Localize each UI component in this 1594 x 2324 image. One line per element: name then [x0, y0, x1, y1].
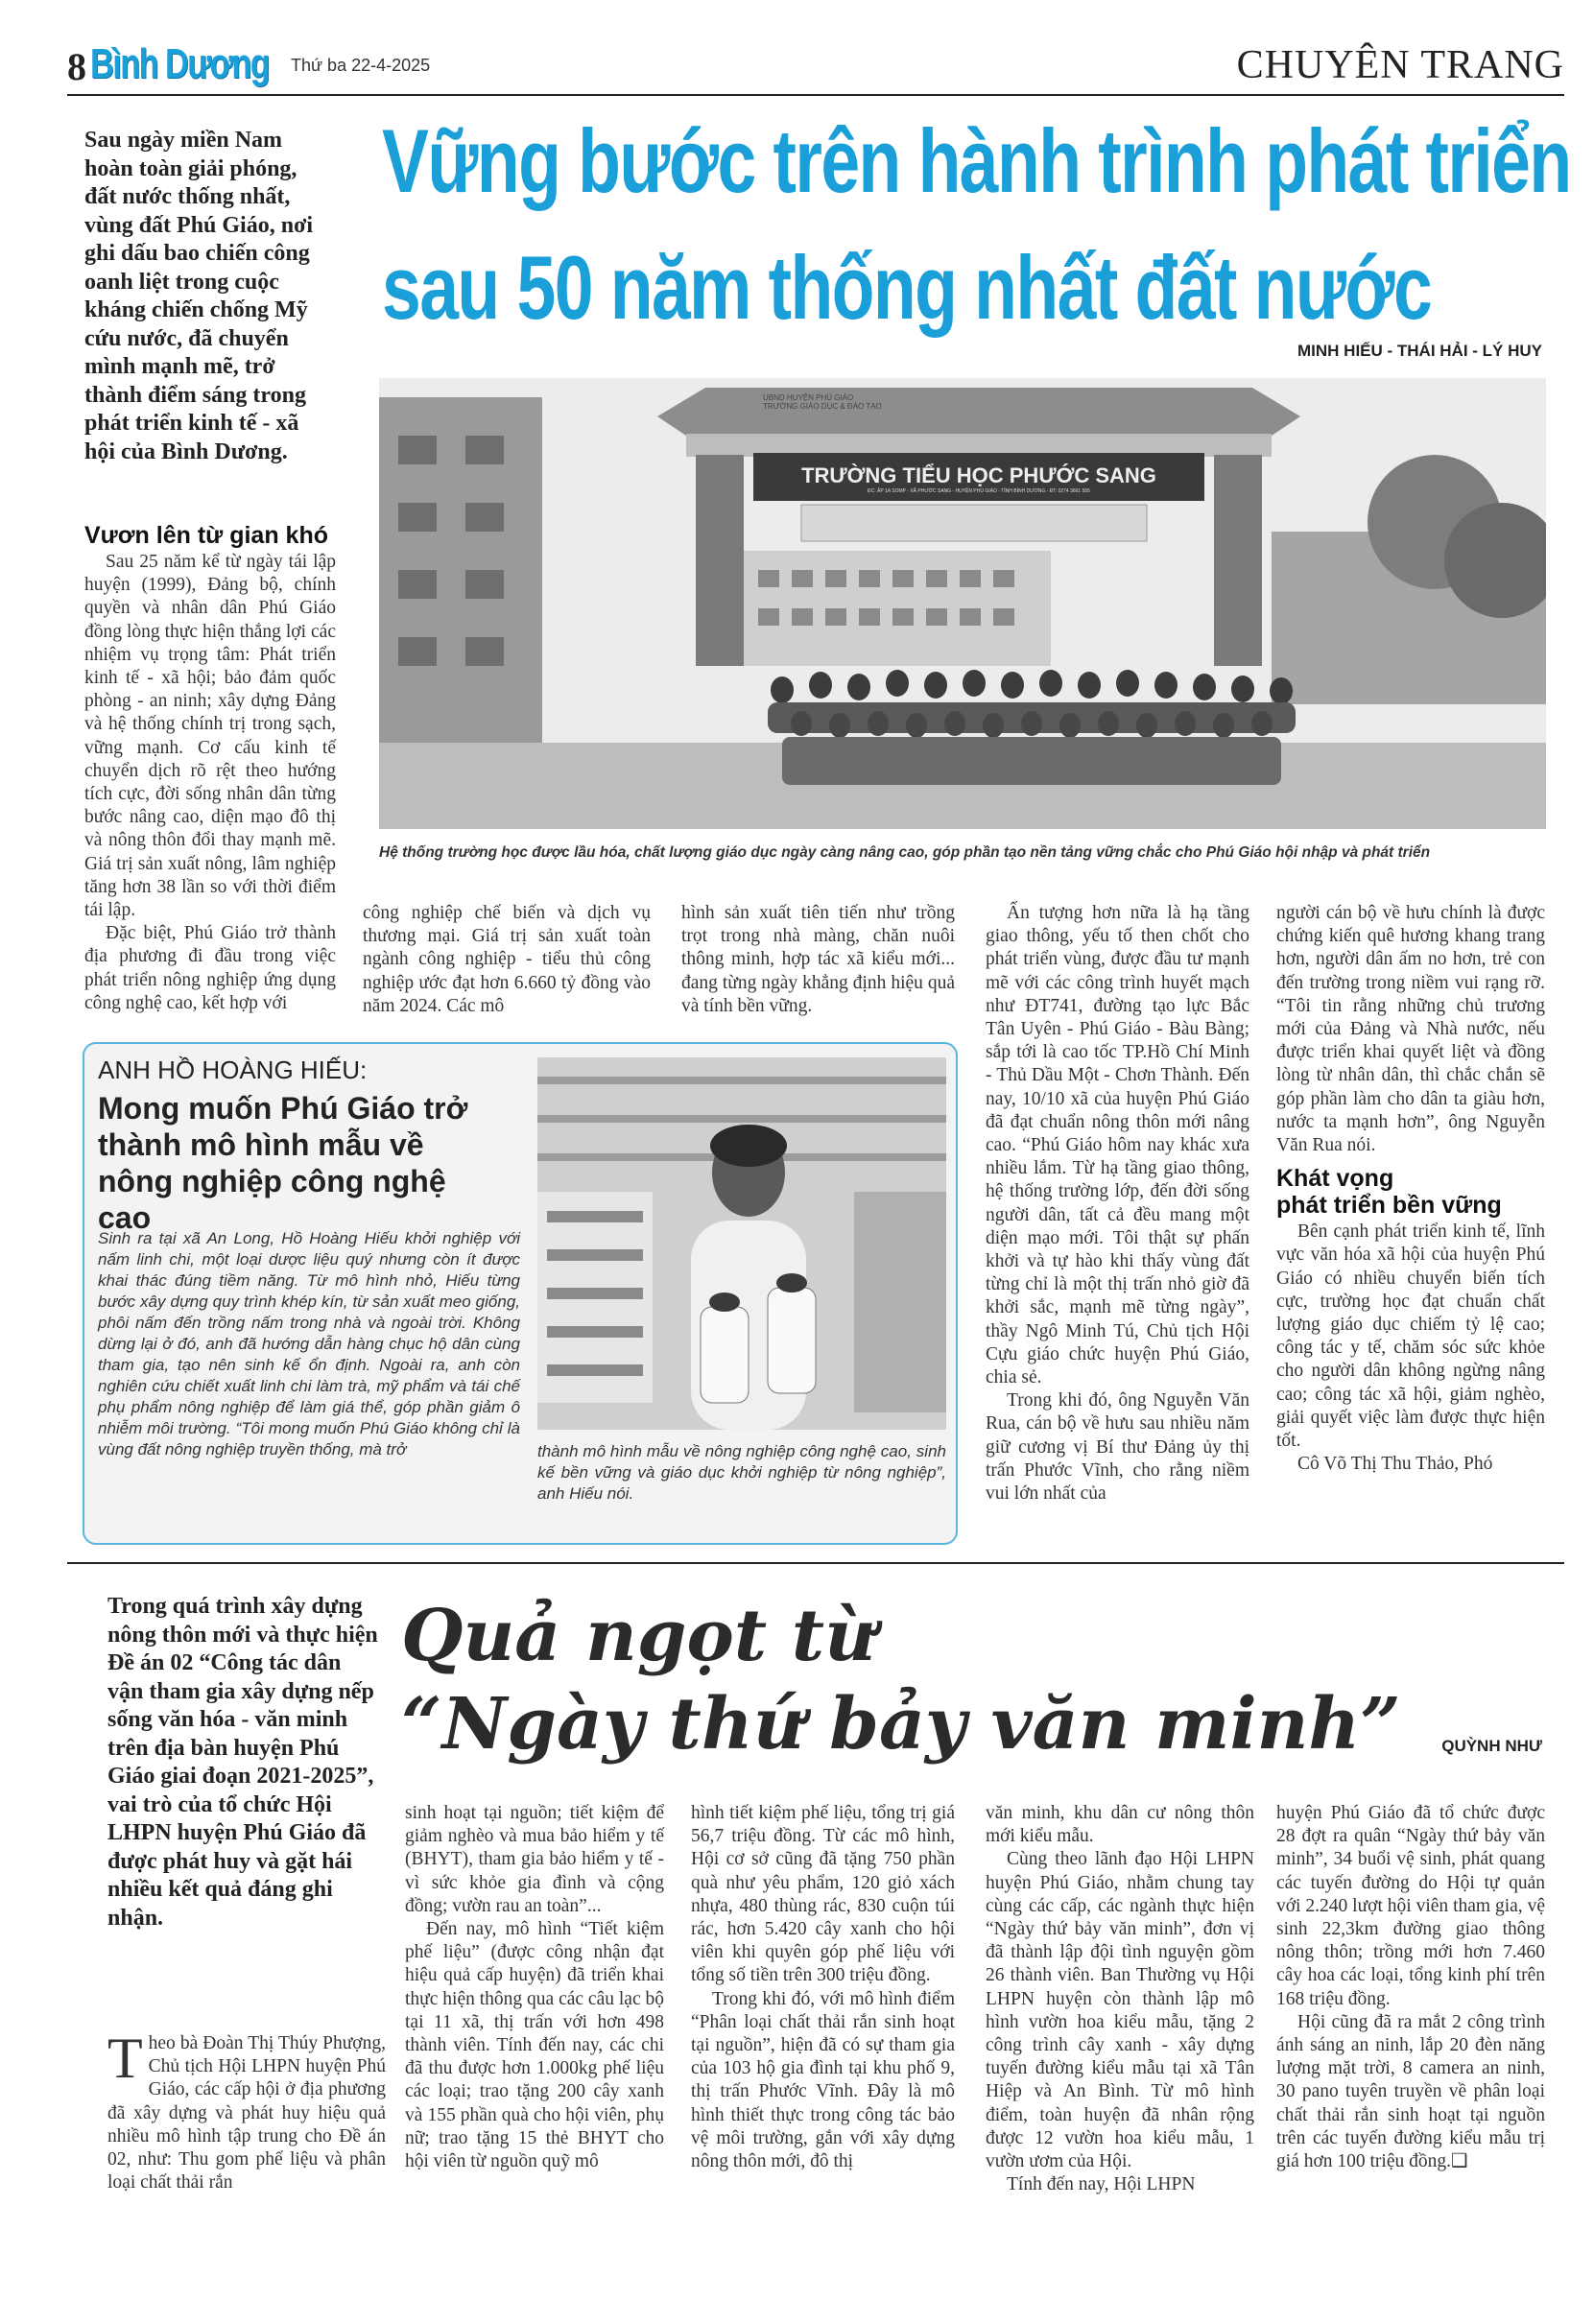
article2-column-1: [107, 2027, 386, 2194]
article1-column-2: [363, 902, 651, 1018]
article2-byline: QUỲNH NHƯ: [1441, 1737, 1542, 1755]
article2-col4-p1: văn minh, khu dân cư nông thôn mới kiểu mẫu.: [986, 1803, 1254, 1847]
page-number: 8: [67, 45, 86, 88]
article1-lede: Sau ngày miền Nam hoàn toàn giải phóng, đất nước thống nhất, vùng đất Phú Giáo, nơi ghi dấu bao chiến công oanh liệt trong cuộc kháng chiến chống Mỹ cứu nước, đã chuyển mình mạnh mẽ, trở thành điểm sáng trong phát triển kinh tế - xã hội của Bình Dương.: [84, 128, 314, 464]
article2-col2-p2: Đến nay, mô hình “Tiết kiệm phế liệu” (được công nhận đạt hiệu quả cấp huyện) đã triển khai thực hiện thông qua các câu lạc bộ tại 11 xã, thị trấn với hơn 498 thành viên. Tính đến nay, các chi đã thu được hơn 1.000kg phế liệu các loại; trao tặng 200 cây xanh và 155 phần quà cho hội viên, phụ nữ; trao tặng 15 thẻ BHYT cho hội viên từ nguồn quỹ mô: [405, 1919, 664, 2172]
subhead-khat-vong: [1276, 1165, 1545, 1219]
article2-col5-p2-text: Hội cũng đã ra mắt 2 công trình ánh sáng an ninh, lắp 20 đèn năng lượng mặt trời, 8 camera an ninh, 30 pano tuyên truyền về phân loại chất thải rắn sinh hoạt tại nguồn trên các tuyến đường kiểu mẫu trị giá hơn 100 triệu đồng.: [1276, 2011, 1545, 2172]
article2-col5-p1: huyện Phú Giáo đã tổ chức được 28 đợt ra quân “Ngày thứ bảy văn minh”, 34 buổi vệ sinh, phát quang các tuyến đường do Hội tự quản với 2.240 lượt hội viên tham gia, vệ sinh 22,3km đường giao thông nông thôn; trồng mới hơn 7.460 cây hoa các loại, tổng kinh phí trên 168 triệu đồng.: [1276, 1803, 1545, 2009]
subhead-khat-vong-line1: Khát vọng: [1276, 1165, 1394, 1193]
sidebar-body: Sinh ra tại xã An Long, Hồ Hoàng Hiếu khởi nghiệp với nấm linh chi, một loại dược liệu quý nhưng còn ít được khai thác đúng tiềm năng. Từ mô hình nhỏ, Hiếu từng bước xây dựng quy trình khép kín, từ sản xuất meo giống, phôi nấm đến trồng nấm trong nhà và ngoài trời. Không dừng lại ở đó, anh đã hướng dẫn hàng chục hộ dân cùng tham gia, tạo nên sinh kế ổn định. Ngoài ra, anh còn nghiên cứu chiết xuất linh chi làm trà, mỹ phẩm và tái chế phụ phẩm nông nghiệp để làm giá thể, góp phần giảm ô nhiễm môi trường. “Tôi mong muốn Phú Giáo không chỉ là vùng đất nông nghiệp truyền thống, mà trở: [98, 1229, 520, 1458]
article2-col1-text: heo bà Đoàn Thị Thúy Phượng, Chủ tịch Hội LHPN huyện Phú Giáo, các cấp hội ở địa phương đã xây dựng và phát huy hiệu quả nhiều mô hình tập trung cho Đề án 02, như: Thu gom phế liệu và phân loại chất thải rắn: [107, 2033, 386, 2194]
article2-col2-p1: sinh hoạt tại nguồn; tiết kiệm để giảm nghèo và mua bảo hiểm y tế (BHYT), tham gia bảo hiểm y tế - vì sức khỏe gia đình và cộng đồng; vườn rau an toàn”...: [405, 1803, 664, 1916]
school-sign-main: TRƯỜNG TIỂU HỌC PHƯỚC SANG: [801, 463, 1156, 487]
article2-column-2: [405, 1802, 664, 2173]
article1-col3-top: hình sản xuất tiên tiến như trồng trọt trong nhà màng, chăn nuôi thông minh, hợp tác xã kiểu mới... đang từng ngày khẳng định hiệu quả và tính bền vững.: [681, 903, 955, 1016]
sidebar-title: Mong muốn Phú Giáo trở thành mô hình mẫu về nông nghiệp công nghệ cao: [98, 1091, 468, 1235]
article1-col1-p2: Đặc biệt, Phú Giáo trở thành địa phương đi đầu trong việc phát triển nông nghiệp ứng dụng công nghệ cao, kết hợp với: [84, 923, 336, 1013]
dropcap: T: [107, 2027, 143, 2090]
article1-title-line1: Vững bước trên hành trình phát triển: [382, 110, 1571, 211]
school-photo-caption: Hệ thống trường học được lầu hóa, chất lượng giáo dục ngày càng nâng cao, góp phần tạo nền tảng vững chắc cho Phú Giáo hội nhập và phát triển: [379, 844, 1431, 861]
article2-title-line2: “Ngày thứ bảy văn minh”: [401, 1683, 1401, 1766]
subhead-vuon-len: Vươn lên từ gian khó: [84, 522, 328, 549]
school-sign-top: UBND HUYỆN PHÚ GIÁO TRƯỜNG GIÁO DỤC & ĐÀO TẠO: [763, 393, 882, 411]
article2-lede: Trong quá trình xây dựng nông thôn mới và thực hiện Đề án 02 “Công tác dân vận tham gia xây dựng nếp sống văn hóa - văn minh trên địa bàn huyện Phú Giáo giai đoạn 2021-2025”, vai trò của tổ chức Hội LHPN huyện Phú Giáo đã được phát huy và gặt hái nhiều kết quả đáng ghi nhận.: [107, 1594, 378, 1931]
article1-col5-p2: Bên cạnh phát triển kinh tế, lĩnh vực văn hóa xã hội của huyện Phú Giáo có nhiều chuyển biến tích cực, trường học đạt chuẩn chất lượng giáo dục chiếm tỷ lệ cao; công tác y tế, chăm sóc sức khỏe cho người dân không ngừng nâng cao; công tác xã hội, giảm nghèo, giải quyết việc làm được thực hiện tốt.: [1276, 1221, 1545, 1452]
article1-col5-p3: Cô Võ Thị Thu Thảo, Phó: [1297, 1454, 1493, 1475]
school-sign-sub: ĐC: ẤP 1A SOMP - XÃ PHƯỚC SANG - HUYỆN PHÚ GIÁO - TỈNH BÌNH DƯƠNG - ĐT: 0274 3661 555: [868, 488, 1090, 494]
article1-col4-p1: Ấn tượng hơn nữa là hạ tầng giao thông, yếu tố then chốt cho phát triển vùng, được đầu tư mạnh mẽ với các công trình huyết mạch như ĐT741, đường tạo lực Bắc Tân Uyên - Phú Giáo - Bàu Bàng; sắp tới là cao tốc TP.Hồ Chí Minh - Thủ Dầu Một - Chơn Thành. Đến nay, 10/10 xã của huyện Phú Giáo đã đạt chuẩn nông thôn mới nâng cao. “Phú Giáo hôm nay khác xưa nhiều lắm. Từ hạ tầng giao thông, hệ thống trường lớp, đến đời sống người dân, tất cả đều mang một diện mạo mới. Tôi thật sự phấn khởi và tự hào khi thấy vùng đất từng chỉ là một thị trấn nhỏ giờ đã khởi sắc, mạnh mẽ từng ngày”, thầy Ngô Minh Tú, Chủ tịch Hội Cựu giáo chức huyện Phú Giáo, chia sẻ.: [986, 903, 1249, 1388]
article1-column-1: [84, 518, 336, 1015]
article2-col1-p1: [107, 2027, 386, 2194]
sidebar-body-cont: thành mô hình mẫu về nông nghiệp công nghệ cao, sinh kế bền vững và giáo dục khởi nghiệp từ nông nghiệp”, anh Hiếu nói.: [537, 1442, 946, 1503]
article2-col4-p2: Cùng theo lãnh đạo Hội LHPN huyện Phú Giáo, nhằm chung tay cùng các cấp, các ngành thực hiện “Ngày thứ bảy văn minh”, đơn vị đã thành lập đội tình nguyện gồm 26 thành viên. Ban Thường vụ Hội LHPN huyện còn thành lập mô hình vườn hoa kiểu mẫu, tặng 2 công trình cây xanh - xây dựng tuyến đường kiểu mẫu tại xã Tân Hiệp và An Bình. Từ mô hình điểm, toàn huyện đã nhân rộng được 12 vườn hoa kiểu mẫu, 1 vườn ươm của Hội.: [986, 1849, 1254, 2172]
article2-column-3: [691, 1802, 955, 2173]
mushroom-farmer-illustration: [537, 1057, 946, 1430]
newspaper-logo: Bình Dương: [90, 40, 270, 87]
article1-column-3: [681, 902, 955, 1018]
article1-column-4: [986, 902, 1249, 1506]
article1-col2-top: công nghiệp chế biến và dịch vụ thương mại. Giá trị sản xuất toàn ngành công nghiệp - tiểu thủ công nghiệp ước đạt hơn 6.660 tỷ đồng vào năm 2024. Các mô: [363, 903, 651, 1016]
article1-col1-p1: Sau 25 năm kể từ ngày tái lập huyện (1999), Đảng bộ, chính quyền và nhân dân Phú Giáo đồng lòng thực hiện thắng lợi các nhiệm vụ trọng tâm: Phát triển kinh tế - xã hội; bảo đảm quốc phòng - an ninh; xây dựng Đảng và hệ thống chính trị trong sạch, vững mạnh. Cơ cấu kinh tế chuyển dịch rõ rệt theo hướng tích cực, đời sống nhân dân từng bước nâng cao, diện mạo đô thị và nông thôn đổi thay mạnh mẽ. Giá trị sản xuất nông, lâm nghiệp tăng hơn 38 lần so với thời điểm tái lập.: [84, 552, 336, 921]
article2-title-line1: Quả ngọt từ: [401, 1595, 876, 1677]
section-title: CHUYÊN TRANG: [1236, 43, 1564, 87]
profile-sidebar-box: [83, 1042, 958, 1545]
article1-col5-p1: người cán bộ về hưu chính là được chứng kiến quê hương khang trang hơn, người dân ấm no hơn, trẻ con đến trường trong niềm vui rạng rỡ. “Tôi tin rằng những chủ trương mới của Đảng và Nhà nước, nếu được triển khai quyết liệt và đồng lòng từ nhân dân, thì chắc chắn sẽ góp phần làm cho dân ta giàu hơn, nước ta mạnh hơn”, ông Nguyễn Văn Rua nói.: [1276, 903, 1545, 1156]
article1-title-line2: sau 50 năm thống nhất đất nước: [382, 237, 1432, 338]
article2-column-4: [986, 1802, 1254, 2196]
mushroom-farmer-photo: [537, 1057, 946, 1430]
article1-byline: MINH HIẾU - THÁI HẢI - LÝ HUY: [1297, 342, 1542, 360]
article1-col4-p2: Trong khi đó, ông Nguyễn Văn Rua, cán bộ về hưu sau nhiều năm giữ cương vị Bí thư Đảng ủy thị trấn Phước Vĩnh, cho rằng niềm vui lớn nhất của: [986, 1390, 1249, 1505]
header-rule: [67, 94, 1564, 96]
subhead-khat-vong-line2: phát triển bền vững: [1276, 1192, 1502, 1220]
article-divider: [67, 1562, 1564, 1564]
article2-column-5: [1276, 1802, 1545, 2173]
article2-col3-p2: Trong khi đó, với mô hình điểm “Phân loại chất thải rắn sinh hoạt tại nguồn”, hiện đã có sự tham gia của 103 hộ gia đình tại khu phố 9, thị trấn Phước Vĩnh. Đây là mô hình thiết thực trong công tác bảo vệ môi trường, gắn với xây dựng nông thôn mới, đô thị: [691, 1988, 955, 2172]
issue-date: Thứ ba 22-4-2025: [291, 56, 431, 75]
school-photo: [379, 378, 1546, 829]
page-header: [67, 36, 1564, 94]
sidebar-kicker: ANH HỒ HOÀNG HIẾU:: [98, 1055, 368, 1084]
end-mark-icon: ❑: [1451, 2151, 1468, 2172]
article2-col4-p3: Tính đến nay, Hội LHPN: [1007, 2174, 1196, 2195]
article2-col3-p1: hình tiết kiệm phế liệu, tổng trị giá 56,7 triệu đồng. Từ các mô hình, Hội cơ sở cũng đã tặng 750 phần quà như yêu phẩm, 120 giỏ xách nhựa, 480 thùng rác, 830 cuộn túi rác, hơn 5.420 cây xanh cho hội viên khi quyên góp phế liệu với tổng số tiền trên 300 triệu đồng.: [691, 1803, 955, 1986]
article2-col5-p2: [1276, 2011, 1545, 2173]
article1-column-5: [1276, 902, 1545, 1476]
school-photo-illustration: [379, 378, 1546, 829]
